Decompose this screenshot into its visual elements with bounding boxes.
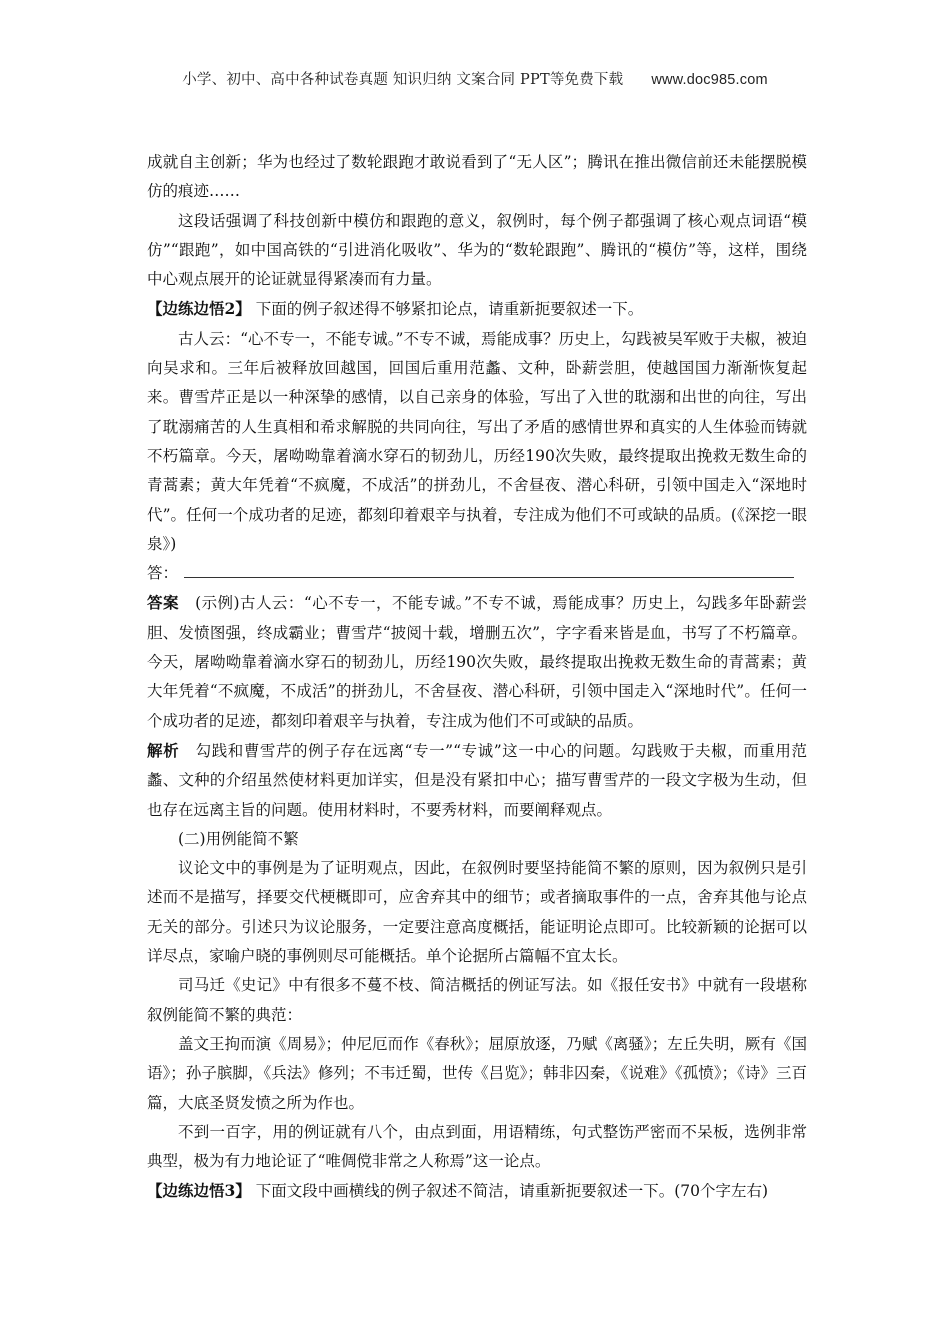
header-text: 小学、初中、高中各种试卷真题 知识归纳 文案合同 PPT等免费下载 (182, 72, 624, 88)
analysis-label: 解析 (147, 740, 180, 760)
quote-baoren-anshu: 盖文王拘而演《周易》；仲尼厄而作《春秋》；屈原放逐，乃赋《离骚》；左丘失明，厥有《国语》；孙子膑脚，《兵法》修列；不韦迁蜀，世传《吕览》；韩非囚秦，《说难》《孤愤》；《诗》三百篇，大底圣贤发愤之所为作也。 (147, 1034, 807, 1112)
exercise-2-passage: 古人云：“心不专一，不能专诚。”不专不诚，焉能成事？历史上，勾践被吴军败于夫椒，被迫向吴求和。三年后被释放回越国，回国后重用范蠡、文种，卧薪尝胆，使越国国力渐渐恢复起来。曹雪芹正是以一种深挚的感情，以自己亲身的体验，写出了入世的耽溺和出世的向往，写出了耽溺痛苦的人生真相和希求解脱的共同向往，写出了矛盾的感情世界和真实的人生体验而铸就不朽篇章。今天，屠呦呦靠着滴水穿石的韧劲儿，历经190次失败，最终提取出挽救无数生命的青蒿素；黄大年凭着“不疯魔，不成活”的拼劲儿，不舍昼夜、潜心科研，引领中国走入“深地时代”。任何一个成功者的足迹，都刻印着艰辛与执着，专注成为他们不可或缺的品质。(《深挖一眼泉》) (147, 329, 807, 553)
paragraph-evaluation: 不到一百字，用的例证就有八个，由点到面，用语精练，句式整饬严密而不呆板，选例非常典型，极为有力地论证了“唯倜傥非常之人称焉”这一论点。 (147, 1122, 807, 1171)
answer-label: 答案 (147, 593, 179, 613)
paragraph-shiji: 司马迁《史记》中有很多不蔓不枝、简洁概括的例证写法。如《报任安书》中就有一段堪称叙例能简不繁的典范： (147, 976, 807, 1024)
exercise-3-text: 下面文段中画横线的例子叙述不简洁，请重新扼要叙述一下。(70个字左右) (255, 1182, 769, 1201)
section-title: (二)用例能简不繁 (178, 829, 299, 848)
answer-blank-line (184, 559, 794, 578)
answer-text: (示例)古人云：“心不专一，不能专诚。”不专不诚，焉能成事？历史上，勾践多年卧薪尝胆、发愤图强，终成霸业；曹雪芹“披阅十载，增删五次”，字字看来皆是血，书写了不朽篇章。今天，屠呦呦靠着滴水穿石的韧劲儿，历经190次失败，最终提取出挽救无数生命的青蒿素；黄大年凭着“不疯魔，不成活”的拼劲儿，不舍昼夜、潜心科研，引领中国走入“深地时代”。任何一个成功者的足迹，都刻印着艰辛与执着，专注成为他们不可或缺的品质。 (147, 594, 807, 730)
exercise-2-text: 下面的例子叙述得不够紧扣论点，请重新扼要叙述一下。 (255, 300, 644, 319)
document-body (147, 148, 807, 1207)
exercise-2-prompt (147, 294, 807, 324)
paragraph-continuation: 成就自主创新；华为也经过了数轮跟跑才敢说看到了“无人区”；腾讯在推出微信前还未能摆脱模仿的痕迹…… (147, 153, 807, 201)
answer-block (147, 588, 807, 735)
exercise-2-label: 【边练边悟2】 (147, 299, 251, 319)
page-header (0, 68, 950, 89)
answer-line-row (147, 559, 807, 588)
analysis-text: 勾践和曹雪芹的例子存在远离“专一”“专诚”这一中心的问题。勾践败于夫椒，而重用范蠡、文种的介绍虽然使材料更加详实，但是没有紧扣中心；描写曹雪芹的一段文字极为生动，但也存在远离主旨的问题。使用材料时，不要秀材料，而要阐释观点。 (147, 741, 807, 819)
answer-prompt: 答： (147, 564, 179, 583)
exercise-3-label: 【边练边悟3】 (147, 1181, 251, 1201)
paragraph-commentary: 这段话强调了科技创新中模仿和跟跑的意义，叙例时，每个例子都强调了核心观点词语“模仿”“跟跑”，如中国高铁的“引进消化吸收”、华为的“数轮跟跑”、腾讯的“模仿”等，这样，围绕中心观点展开的论证就显得紧凑而有力量。 (147, 211, 807, 289)
header-url[interactable]: www.doc985.com (651, 72, 768, 88)
paragraph-principle: 议论文中的事例是为了证明观点，因此，在叙例时要坚持能简不繁的原则，因为叙例只是引述而不是描写，择要交代梗概即可，应舍弃其中的细节；或者摘取事件的一点，舍弃其他与论点无关的部分。引述只为议论服务，一定要注意高度概括，能证明论点即可。比较新颖的论据可以详尽点，家喻户晓的事例则尽可能概括。单个论据所占篇幅不宜太长。 (147, 859, 807, 966)
exercise-3-prompt (147, 1176, 807, 1206)
analysis-block (147, 736, 807, 825)
